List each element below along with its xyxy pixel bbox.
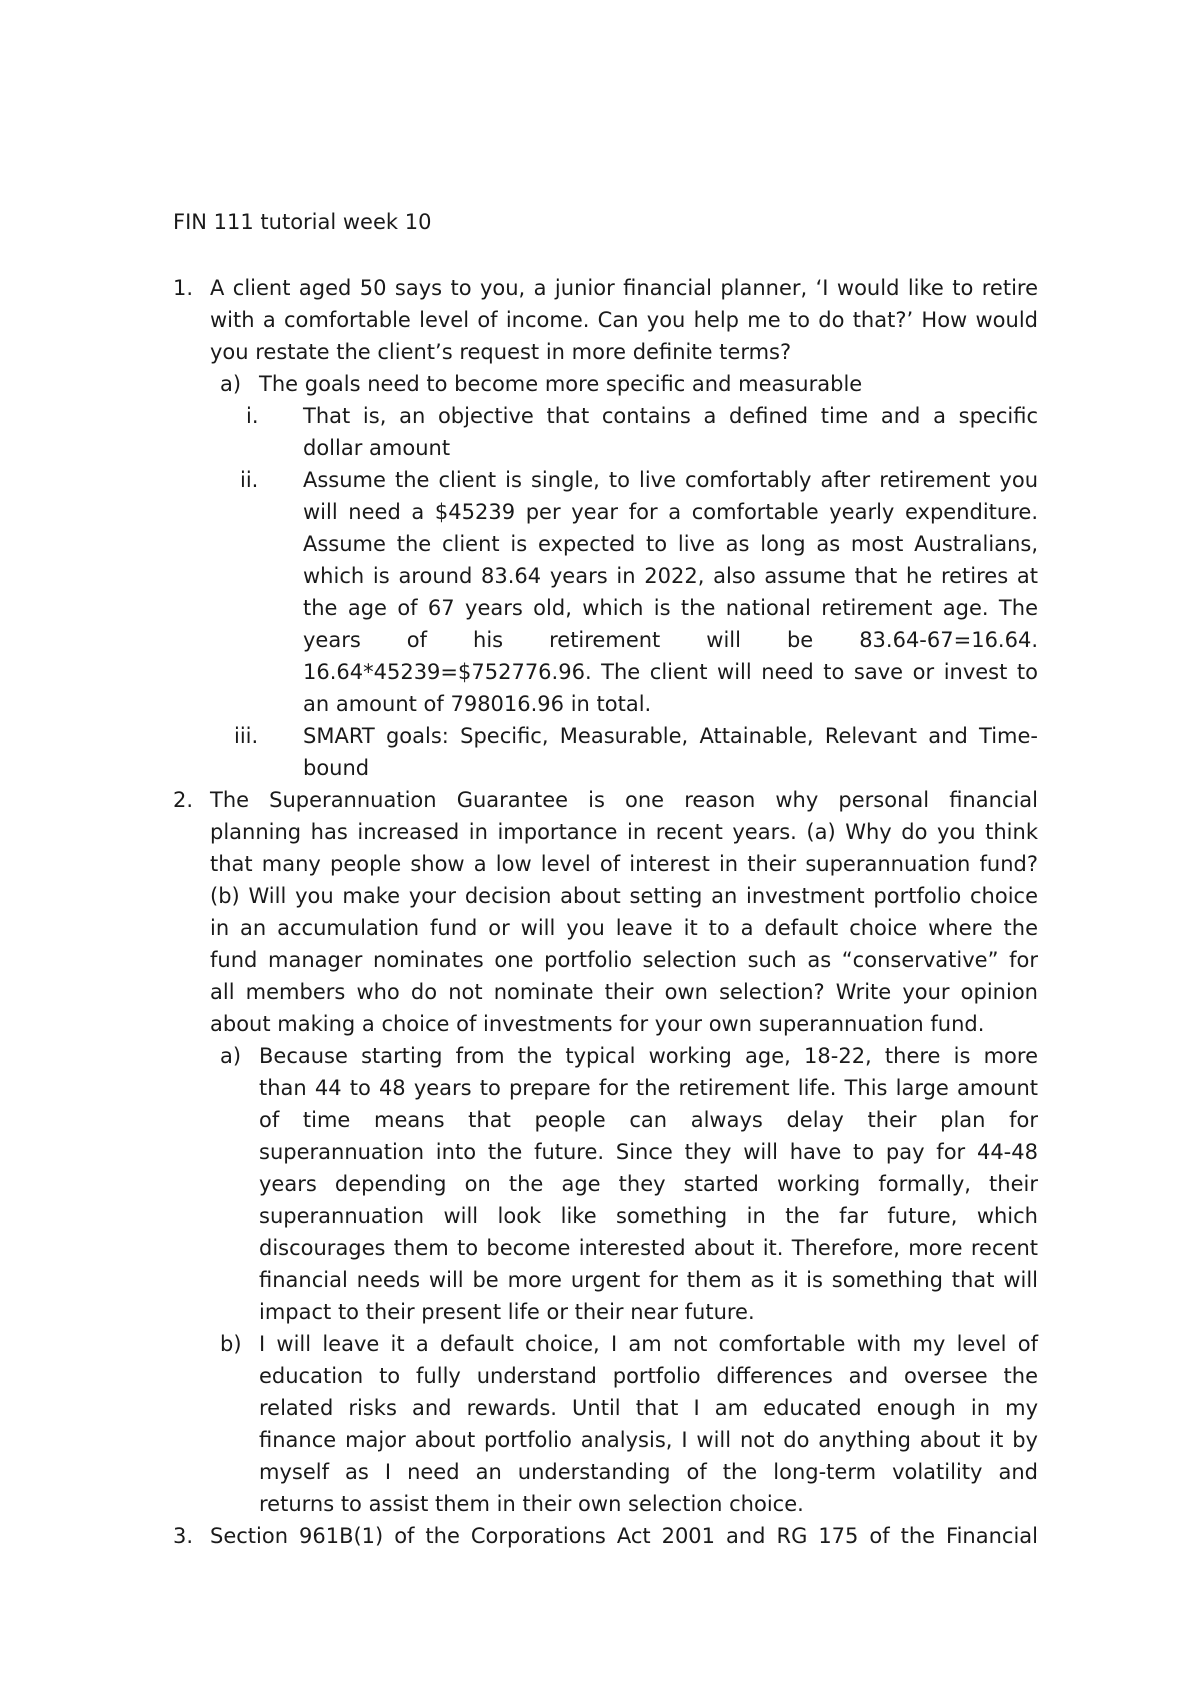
question-1a-text: The goals need to become more specific and measurable (259, 372, 863, 396)
question-2b-line: finance major about portfolio analysis, I will not do anything about it by (259, 1428, 1038, 1452)
question-2a-line: than 44 to 48 years to prepare for the retirement life. This large amount (259, 1076, 1038, 1100)
question-2b-line: related risks and rewards. Until that I am educated enough in my (259, 1396, 1038, 1420)
question-1-line: you restate the client’s request in more definite terms? (210, 340, 792, 364)
question-2a-line: superannuation into the future. Since they will have to pay for 44-48 (259, 1140, 1038, 1164)
question-2-number: 2. (173, 788, 194, 812)
question-2a-line: of time means that people can always delay their plan for (259, 1108, 1038, 1132)
question-2a-line: discourages them to become interested about it. Therefore, more recent (259, 1236, 1038, 1260)
question-2a-line: years depending on the age they started working formally, their (259, 1172, 1038, 1196)
question-1a-ii-line: will need a $45239 per year for a comfortable yearly expenditure. (303, 500, 1038, 524)
question-1a-i-marker: i. (246, 404, 259, 428)
question-2b-line: returns to assist them in their own selection choice. (259, 1492, 804, 1516)
question-1a-i-line: dollar amount (303, 436, 451, 460)
question-1a-iii-line: bound (303, 756, 370, 780)
question-3-line: Section 961B(1) of the Corporations Act 2001 and RG 175 of the Financial (210, 1524, 1038, 1548)
question-2-line: all members who do not nominate their own selection? Write your opinion (210, 980, 1038, 1004)
question-2b-line: education to fully understand portfolio differences and oversee the (259, 1364, 1038, 1388)
question-2a-line: impact to their present life or their near future. (259, 1300, 755, 1324)
question-1a-i-line: That is, an objective that contains a defined time and a specific (303, 404, 1038, 428)
question-1a-ii-line: years of his retirement will be 83.64-67=16.64. (303, 628, 1038, 652)
question-1a-ii-marker: ii. (240, 468, 259, 492)
question-1a-iii-marker: iii. (234, 724, 259, 748)
question-2-line: The Superannuation Guarantee is one reason why personal financial (210, 788, 1038, 812)
question-1-line: A client aged 50 says to you, a junior financial planner, ‘I would like to retire (210, 276, 1038, 300)
question-1a-ii-line: an amount of 798016.96 in total. (303, 692, 652, 716)
question-1a-ii-line: which is around 83.64 years in 2022, also assume that he retires at (303, 564, 1038, 588)
question-2b-line: I will leave it a default choice, I am not comfortable with my level of (259, 1332, 1038, 1356)
question-2b-line: myself as I need an understanding of the long-term volatility and (259, 1460, 1038, 1484)
question-1a-ii-line: Assume the client is expected to live as long as most Australians, (303, 532, 1038, 556)
question-2a-line: superannuation will look like something in the far future, which (259, 1204, 1038, 1228)
question-2-line: fund manager nominates one portfolio selection such as “conservative” for (210, 948, 1038, 972)
question-3-number: 3. (173, 1524, 194, 1548)
question-1a-marker: a) (220, 372, 242, 396)
question-1a-ii-line: the age of 67 years old, which is the national retirement age. The (303, 596, 1038, 620)
question-2a-marker: a) (220, 1044, 242, 1068)
question-1a-iii-line: SMART goals: Specific, Measurable, Attainable, Relevant and Time- (303, 724, 1038, 748)
question-2-line: in an accumulation fund or will you leave it to a default choice where the (210, 916, 1038, 940)
question-2b-marker: b) (220, 1332, 242, 1356)
question-1a-ii-line: 16.64*45239=$752776.96. The client will need to save or invest to (303, 660, 1038, 684)
document-title: FIN 111 tutorial week 10 (173, 210, 432, 234)
question-1-line: with a comfortable level of income. Can you help me to do that?’ How would (210, 308, 1038, 332)
question-2a-line: Because starting from the typical working age, 18-22, there is more (259, 1044, 1038, 1068)
question-2-line: (b) Will you make your decision about setting an investment portfolio choice (210, 884, 1038, 908)
question-2-line: planning has increased in importance in recent years. (a) Why do you think (210, 820, 1038, 844)
question-2a-line: financial needs will be more urgent for them as it is something that will (259, 1268, 1038, 1292)
question-1-number: 1. (173, 276, 194, 300)
question-2-line: about making a choice of investments for your own superannuation fund. (210, 1012, 985, 1036)
question-1a-ii-line: Assume the client is single, to live comfortably after retirement you (303, 468, 1038, 492)
question-2-line: that many people show a low level of interest in their superannuation fund? (210, 852, 1038, 876)
